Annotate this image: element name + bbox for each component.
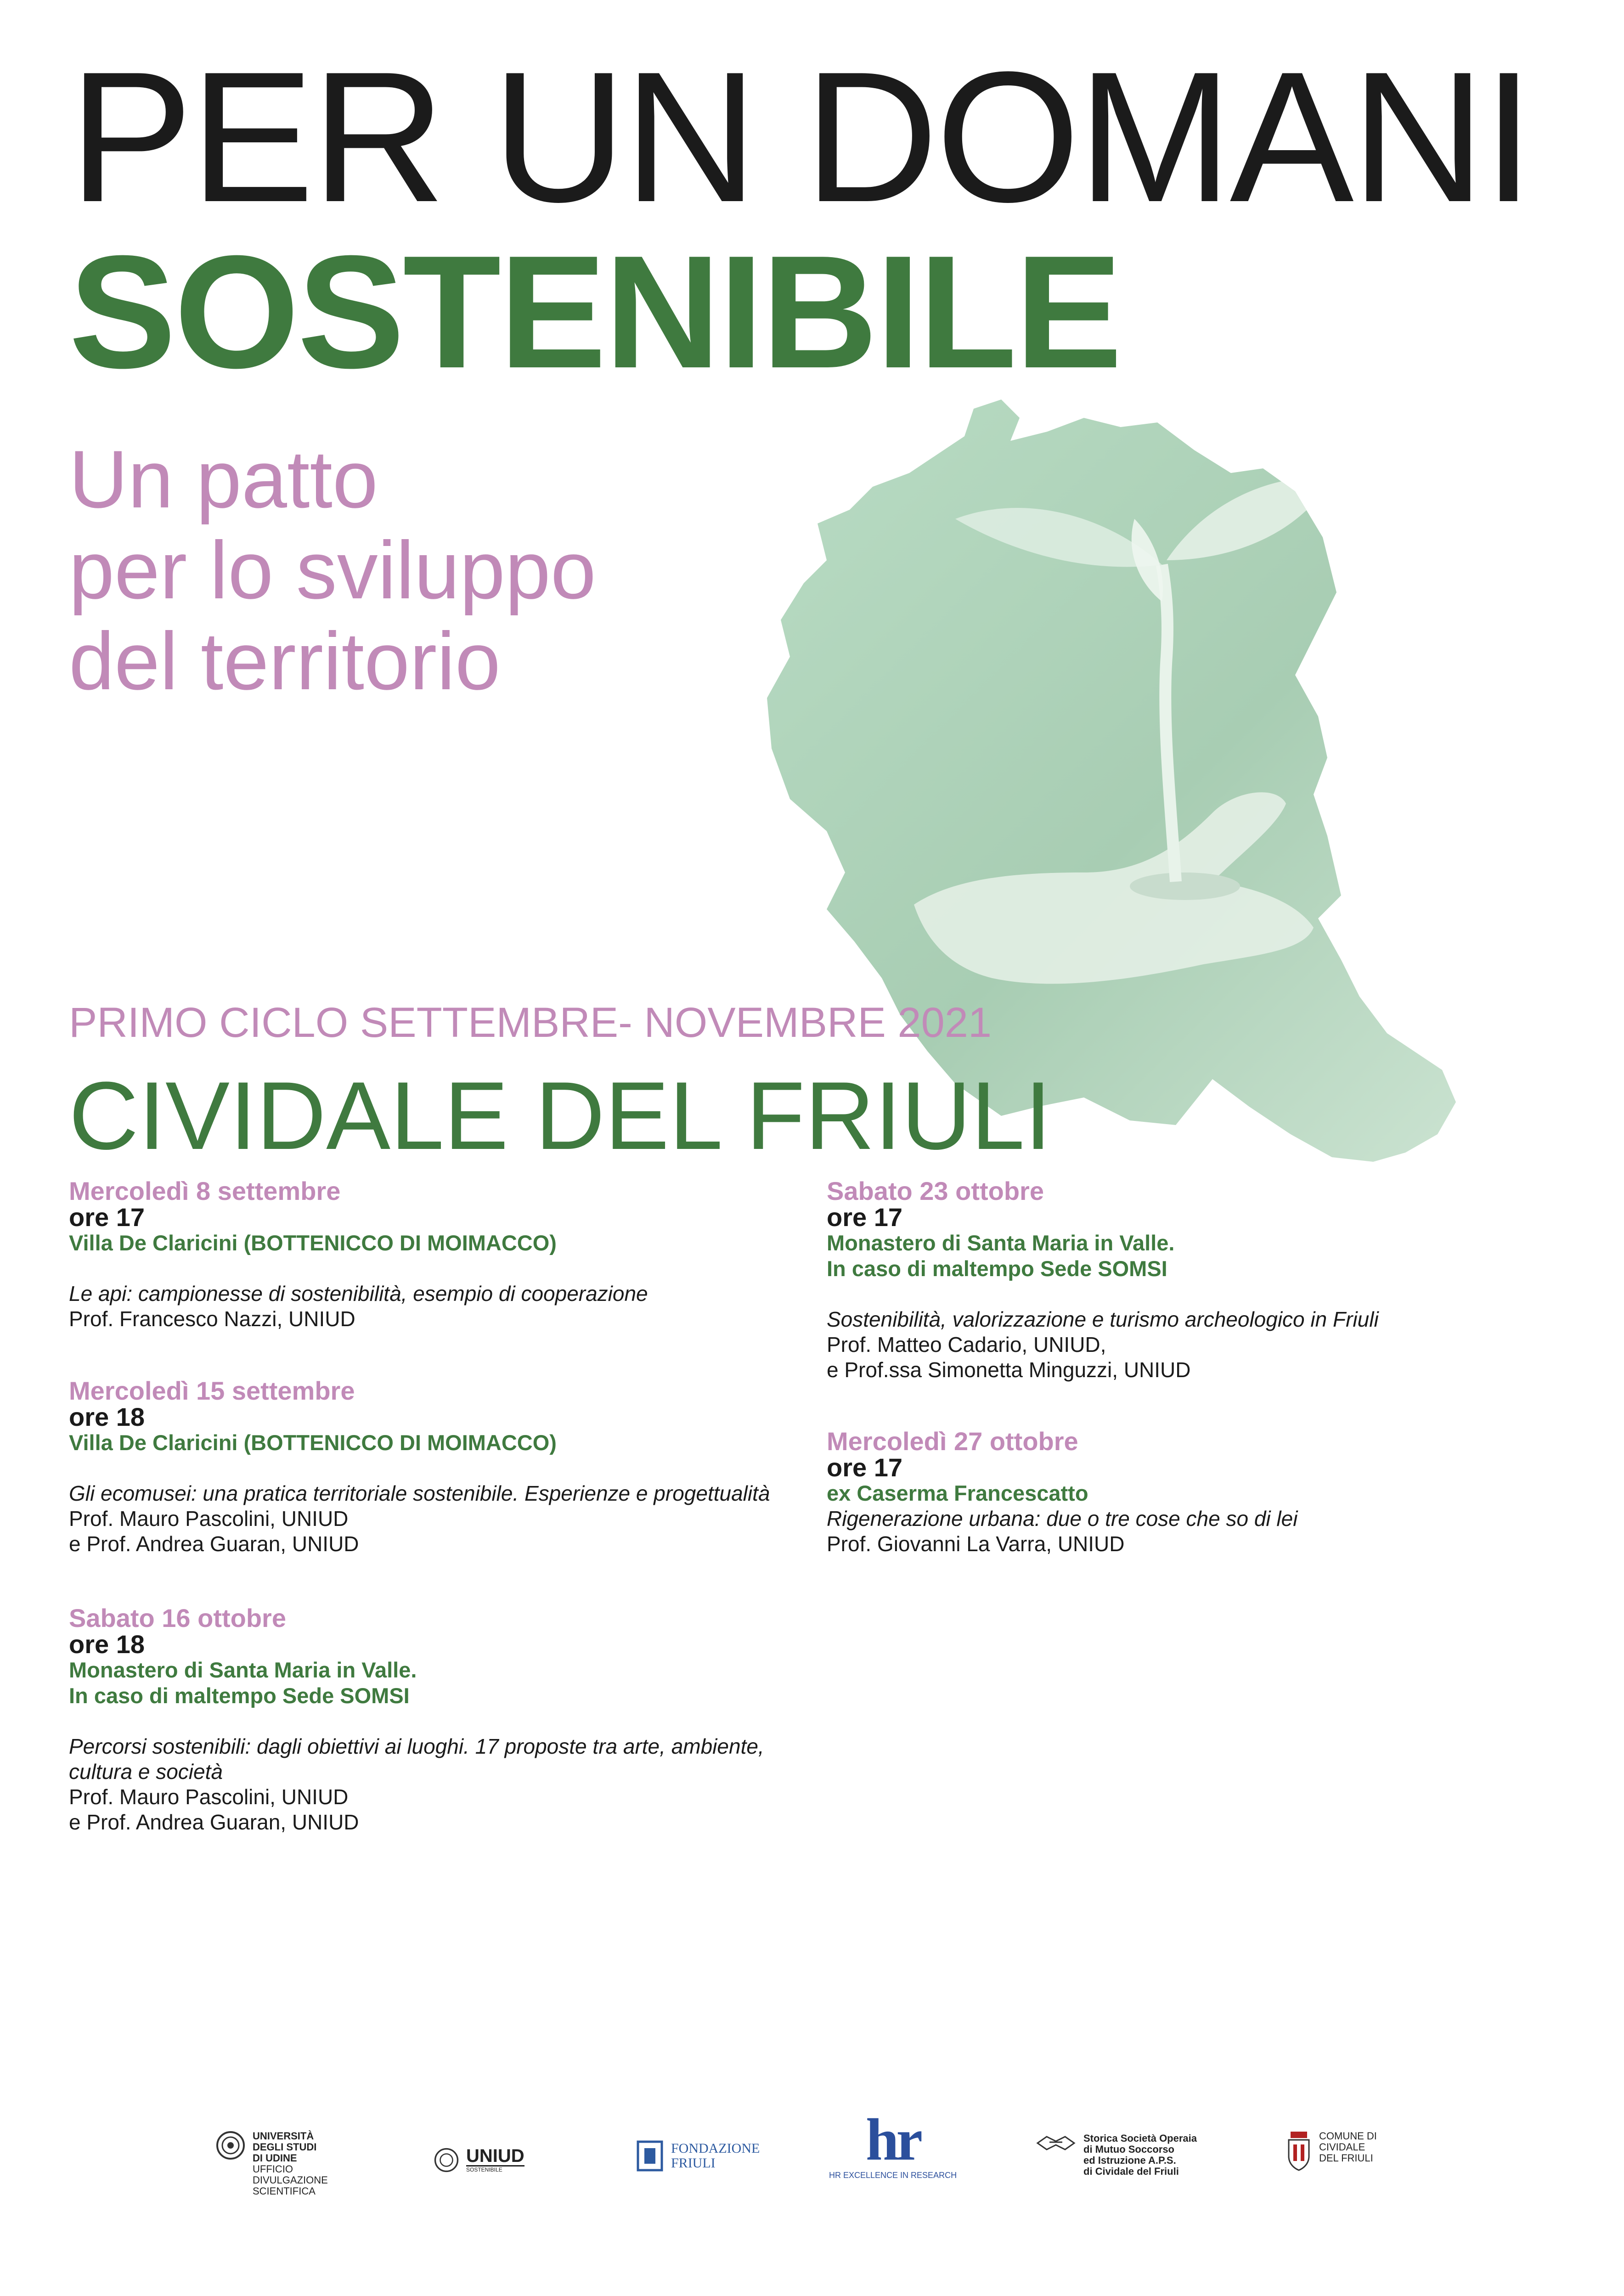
- event-place: Monastero di Santa Maria in Valle.: [69, 1658, 417, 1682]
- event-speaker: Prof. Giovanni La Varra, UNIUD: [827, 1532, 1125, 1556]
- event-talk: Percorsi sostenibili: dagli obiettivi ai luoghi. 17 proposte tra arte, ambiente,: [69, 1734, 764, 1758]
- event-2: [69, 1378, 822, 1557]
- event-speaker: Prof. Mauro Pascolini, UNIUD: [69, 1785, 349, 1809]
- event-talk: Le api: campionesse di sostenibilità, esempio di cooperazione: [69, 1282, 648, 1306]
- event-time: ore 17: [69, 1203, 145, 1232]
- subtitle: [69, 434, 596, 707]
- coat-of-arms-icon: [1286, 2131, 1312, 2172]
- event-time: ore 18: [69, 1630, 145, 1659]
- event-date: Sabato 23 ottobre: [827, 1176, 1044, 1205]
- hr-excellence-logo: hr HR EXCELLENCE IN RESEARCH: [829, 2107, 957, 2180]
- subtitle-line-2: per lo sviluppo: [69, 524, 596, 616]
- event-place: Monastero di Santa Maria in Valle.: [827, 1231, 1175, 1255]
- event-speaker: Prof. Francesco Nazzi, UNIUD: [69, 1307, 355, 1331]
- comune-cividale-logo: COMUNE DI CIVIDALE DEL FRIULI: [1286, 2131, 1377, 2172]
- event-place: In caso di maltempo Sede SOMSI: [69, 1683, 410, 1708]
- event-date: Mercoledì 27 ottobre: [827, 1427, 1078, 1456]
- event-date: Sabato 16 ottobre: [69, 1604, 286, 1632]
- event-date: Mercoledì 8 settembre: [69, 1176, 341, 1205]
- event-speaker: e Prof.ssa Simonetta Minguzzi, UNIUD: [827, 1358, 1191, 1382]
- city-title: CIVIDALE DEL FRIULI: [69, 1062, 1052, 1170]
- event-talk: Gli ecomusei: una pratica territoriale sostenibile. Esperienze e progettualità: [69, 1481, 770, 1505]
- title-line-1: PER UN DOMANI: [69, 33, 1532, 241]
- uniud-office-logo: UNIVERSITÀ DEGLI STUDI DI UDINE UFFICIO DIVULGAZIONE SCIENTIFICA: [216, 2131, 328, 2197]
- event-5: [827, 1428, 1580, 1557]
- event-3: [69, 1605, 822, 1835]
- event-place: Villa De Claricini (BOTTENICCO DI MOIMACCO): [69, 1231, 557, 1255]
- fondazione-friuli-logo: FONDAZIONE FRIULI: [636, 2140, 760, 2172]
- subtitle-line-3: del territorio: [69, 615, 501, 707]
- event-place: Villa De Claricini (BOTTENICCO DI MOIMACCO): [69, 1430, 557, 1455]
- university-seal-icon: [216, 2131, 245, 2160]
- event-place: ex Caserma Francescatto: [827, 1481, 1088, 1505]
- event-place: In caso di maltempo Sede SOMSI: [827, 1256, 1167, 1281]
- event-speaker: e Prof. Andrea Guaran, UNIUD: [69, 1810, 359, 1834]
- event-date: Mercoledì 15 settembre: [69, 1376, 355, 1405]
- uniud-sostenibile-logo: UNIUD SOSTENIBILE: [434, 2147, 524, 2173]
- event-talk: cultura e società: [69, 1760, 223, 1784]
- somsi-logo: Storica Società Operaia di Mutuo Soccorso ed Istruzione A.P.S. di Cividale del Friuli: [1036, 2133, 1197, 2177]
- cycle-label: PRIMO CICLO SETTEMBRE- NOVEMBRE 2021: [69, 999, 992, 1046]
- handshake-icon: [1036, 2133, 1076, 2153]
- event-speaker: e Prof. Andrea Guaran, UNIUD: [69, 1532, 359, 1556]
- event-4: [827, 1178, 1580, 1383]
- event-speaker: Prof. Matteo Cadario, UNIUD,: [827, 1333, 1106, 1356]
- event-time: ore 18: [69, 1402, 145, 1431]
- sponsor-logos: [0, 2103, 1624, 2241]
- university-seal-icon: [434, 2148, 459, 2172]
- event-talk: Sostenibilità, valorizzazione e turismo archeologico in Friuli: [827, 1307, 1379, 1331]
- event-talk: Rigenerazione urbana: due o tre cose che so di lei: [827, 1507, 1298, 1531]
- event-speaker: Prof. Mauro Pascolini, UNIUD: [69, 1507, 349, 1531]
- event-time: ore 17: [827, 1203, 902, 1232]
- fondazione-emblem-icon: [636, 2140, 664, 2172]
- subtitle-line-1: Un patto: [69, 433, 378, 525]
- event-time: ore 17: [827, 1453, 902, 1482]
- event-1: [69, 1178, 822, 1332]
- title-line-2: SOSTENIBILE: [69, 222, 1121, 402]
